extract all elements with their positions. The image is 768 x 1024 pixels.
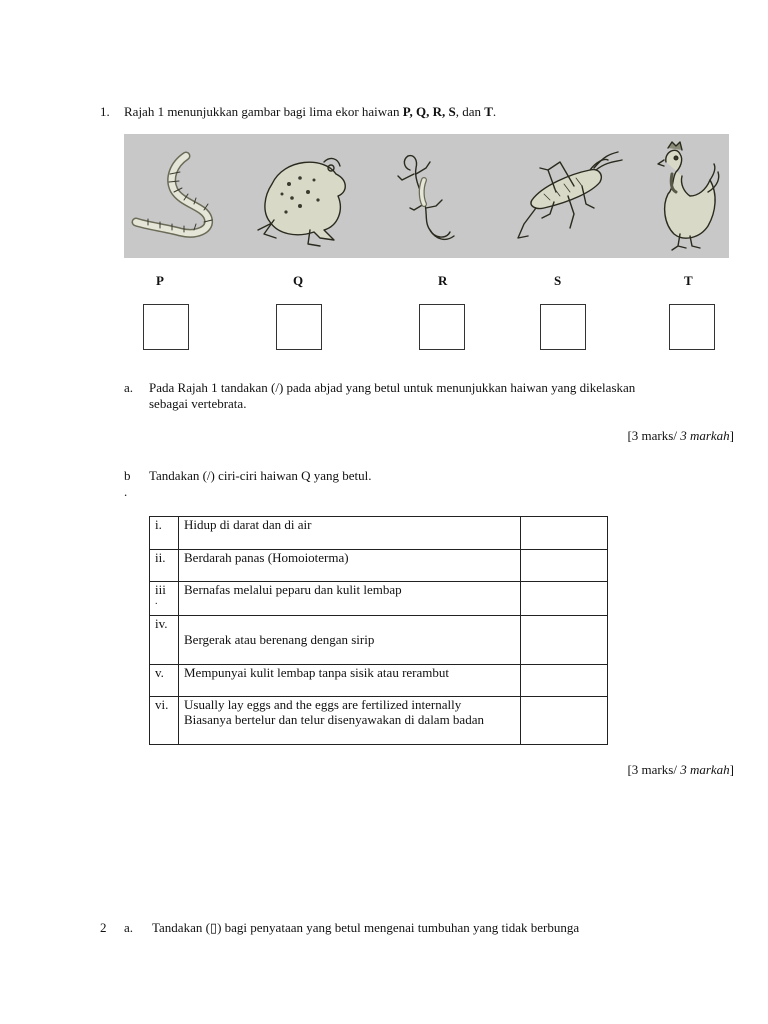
tick-cell[interactable] (521, 517, 608, 550)
tick-cell[interactable] (521, 616, 608, 665)
marks-suffix: ] (729, 762, 734, 777)
question-1-animal-t-bold: T (484, 104, 493, 119)
row-number: v. (150, 665, 179, 697)
question-2-part-a-label: a. (124, 920, 134, 935)
figure-animals (124, 134, 729, 258)
part-a-text (149, 380, 709, 412)
letter-q: Q (293, 273, 304, 288)
row-number-dot: . (155, 596, 158, 607)
letter-t: T (684, 273, 693, 288)
row-text-english: Usually lay eggs and the eggs are fertilized internally (184, 697, 462, 712)
row-number-part: iii (155, 582, 166, 597)
row-text: Bernafas melalui peparu dan kulit lembap (179, 582, 521, 616)
part-a-line-1: Pada Rajah 1 tandakan (/) pada abjad yang betul untuk menunjukkan haiwan yang dikelaskan (149, 380, 636, 395)
row-text (179, 616, 521, 665)
table-row (150, 665, 608, 697)
marks-prefix: [3 marks/ (627, 428, 681, 443)
question-1-text (124, 104, 496, 120)
question-1-text-part: Rajah 1 menunjukkan gambar bagi lima ekor haiwan (124, 104, 403, 119)
lizard-icon (398, 156, 454, 240)
question-1-animals-bold: P, Q, R, S (402, 104, 456, 119)
table-row (150, 616, 608, 665)
table-row (150, 582, 608, 616)
row-text (179, 697, 521, 745)
row-number: ii. (150, 550, 179, 582)
worm-icon (136, 156, 212, 233)
table-row (150, 697, 608, 745)
part-a-label: a. (124, 380, 134, 395)
tick-cell[interactable] (521, 550, 608, 582)
question-2-number: 2 (100, 920, 107, 935)
table-row (150, 550, 608, 582)
row-number (150, 582, 179, 616)
answer-box-r[interactable] (419, 304, 465, 350)
part-b-label: b (124, 468, 131, 483)
part-b-marks (627, 762, 734, 778)
row-text-content: Bergerak atau berenang dengan sirip (184, 632, 375, 647)
row-text: Berdarah panas (Homoioterma) (179, 550, 521, 582)
row-number: vi. (150, 697, 179, 745)
marks-italic: 3 markah (680, 428, 730, 443)
part-b-dot: . (124, 484, 128, 499)
answer-box-t[interactable] (669, 304, 715, 350)
letter-r: R (438, 273, 448, 288)
table-row (150, 517, 608, 550)
question-1-text-part: , dan (455, 104, 485, 119)
question-2-text: Tandakan (▯) bagi penyataan yang betul mengenai tumbuhan yang tidak berbunga (152, 920, 580, 935)
marks-italic: 3 markah (680, 762, 730, 777)
part-a-line-2: sebagai vertebrata. (149, 396, 247, 411)
row-text-malay: Biasanya bertelur dan telur disenyawakan di dalam badan (184, 712, 484, 727)
chicken-icon (658, 142, 719, 250)
part-b-text: Tandakan (/) ciri-ciri haiwan Q yang betul. (149, 468, 372, 483)
row-text: Hidup di darat dan di air (179, 517, 521, 550)
tick-cell[interactable] (521, 582, 608, 616)
letter-p: P (156, 273, 164, 288)
part-a-marks (627, 428, 734, 444)
row-text: Mempunyai kulit lembap tanpa sisik atau rerambut (179, 665, 521, 697)
row-number: iv. (150, 616, 179, 665)
grasshopper-icon (518, 152, 622, 238)
characteristics-table (149, 516, 608, 745)
row-number: i. (150, 517, 179, 550)
answer-box-p[interactable] (143, 304, 189, 350)
question-1-text-part: . (492, 104, 497, 119)
question-1-number: 1. (100, 104, 110, 119)
answer-box-s[interactable] (540, 304, 586, 350)
tick-cell[interactable] (521, 697, 608, 745)
marks-prefix: [3 marks/ (627, 762, 681, 777)
tick-cell[interactable] (521, 665, 608, 697)
letter-s: S (554, 273, 562, 288)
answer-box-q[interactable] (276, 304, 322, 350)
marks-suffix: ] (729, 428, 734, 443)
frog-icon (258, 159, 345, 246)
